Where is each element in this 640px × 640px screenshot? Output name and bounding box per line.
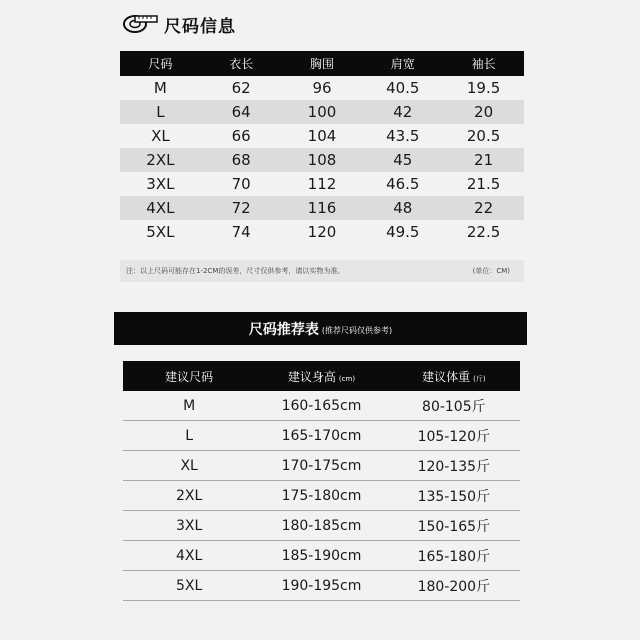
recommend-header-cell [255,361,387,391]
table-cell: 21.5 [466,175,501,193]
table-cell: 150-165斤 [388,511,520,541]
table-cell: 20 [443,100,524,124]
size-note: 注：以上尺码可能存在1-2CM的误差，尺寸仅供参考，请以实物为准。 [126,267,345,275]
table-row [123,511,520,541]
table-cell: 105-120斤 [388,421,520,451]
recommend-header-cell [123,361,255,391]
table-cell: 170-175cm [255,451,387,481]
table-cell: 120 [307,223,337,241]
table-row [123,571,520,601]
table-cell: 165-170cm [255,421,387,451]
table-cell: 62 [231,79,251,97]
table-row [120,172,524,196]
table-cell: 112 [307,175,337,193]
table-row [123,481,520,511]
table-cell: 80-105斤 [388,391,520,421]
table-cell: 2XL [123,481,255,511]
table-row [123,541,520,571]
table-cell: 45 [362,148,443,172]
recommend-header-unit: (cm) [338,374,356,383]
table-row [120,148,524,172]
recommend-header-label: 建议体重 [422,369,471,384]
table-cell: 42 [362,100,443,124]
table-row [123,421,520,451]
table-row [120,196,524,220]
table-cell: M [153,79,167,97]
table-cell: 46.5 [386,175,420,193]
table-cell: 180-200斤 [388,571,520,601]
table-cell: 70 [231,175,251,193]
table-cell: L [123,421,255,451]
table-cell: 4XL [120,196,201,220]
table-row [123,391,520,421]
size-info-title: 尺码信息 [164,16,236,37]
size-info-header-cell: 衣长 [201,51,282,76]
table-cell: 74 [231,223,251,241]
size-info-header-cell: 袖长 [443,51,524,76]
table-cell: 72 [201,196,282,220]
size-info-header-cell: 尺码 [120,51,201,76]
table-row [120,124,524,148]
table-row [123,451,520,481]
table-cell: 108 [282,148,363,172]
size-info-header-cell: 胸围 [282,51,363,76]
table-cell: 5XL [146,223,175,241]
size-info-header-row [120,51,524,76]
recommend-header-label: 建议尺码 [165,369,214,384]
size-info-header-cell: 肩宽 [362,51,443,76]
table-cell: 48 [362,196,443,220]
table-cell: 190-195cm [255,571,387,601]
table-cell: 120-135斤 [388,451,520,481]
table-cell: 135-150斤 [388,481,520,511]
table-row [120,76,524,100]
recommend-title: 尺码推荐表 [248,321,319,338]
size-unit: (单位：CM) [472,267,510,275]
table-cell: 64 [201,100,282,124]
table-cell: 104 [307,127,337,145]
table-cell: XL [151,127,170,145]
table-cell: 5XL [123,571,255,601]
recommend-header-label: 建议身高 [287,369,336,384]
table-cell: 68 [201,148,282,172]
size-info-header [122,10,236,38]
table-cell: 160-165cm [255,391,387,421]
table-cell: XL [123,451,255,481]
table-cell: 3XL [146,175,175,193]
table-cell: 185-190cm [255,541,387,571]
table-cell: 165-180斤 [388,541,520,571]
size-info-table [120,51,524,244]
table-cell: 2XL [120,148,201,172]
table-row [120,220,524,244]
table-cell: M [123,391,255,421]
table-cell: 21 [443,148,524,172]
table-cell: 100 [282,100,363,124]
table-cell: 22 [443,196,524,220]
recommend-header-cell [388,361,520,391]
recommend-title-bar [114,312,527,345]
table-row [120,100,524,124]
table-cell: 20.5 [466,127,501,145]
table-cell: 3XL [123,511,255,541]
size-note-row [120,260,524,282]
table-cell: 4XL [123,541,255,571]
table-cell: 96 [312,79,332,97]
table-cell: L [120,100,201,124]
table-cell: 22.5 [466,223,501,241]
table-cell: 180-185cm [255,511,387,541]
table-cell: 66 [231,127,251,145]
tape-measure-icon [122,13,158,35]
recommend-subtitle: (推荐尺码仅供参考) [321,325,393,335]
table-cell: 19.5 [466,79,501,97]
table-cell: 116 [282,196,363,220]
table-cell: 43.5 [386,127,420,145]
recommend-header-unit: (斤) [473,374,486,383]
table-cell: 49.5 [386,223,420,241]
table-cell: 175-180cm [255,481,387,511]
recommend-header-row [123,361,520,391]
recommend-table [123,361,520,601]
table-cell: 40.5 [386,79,420,97]
